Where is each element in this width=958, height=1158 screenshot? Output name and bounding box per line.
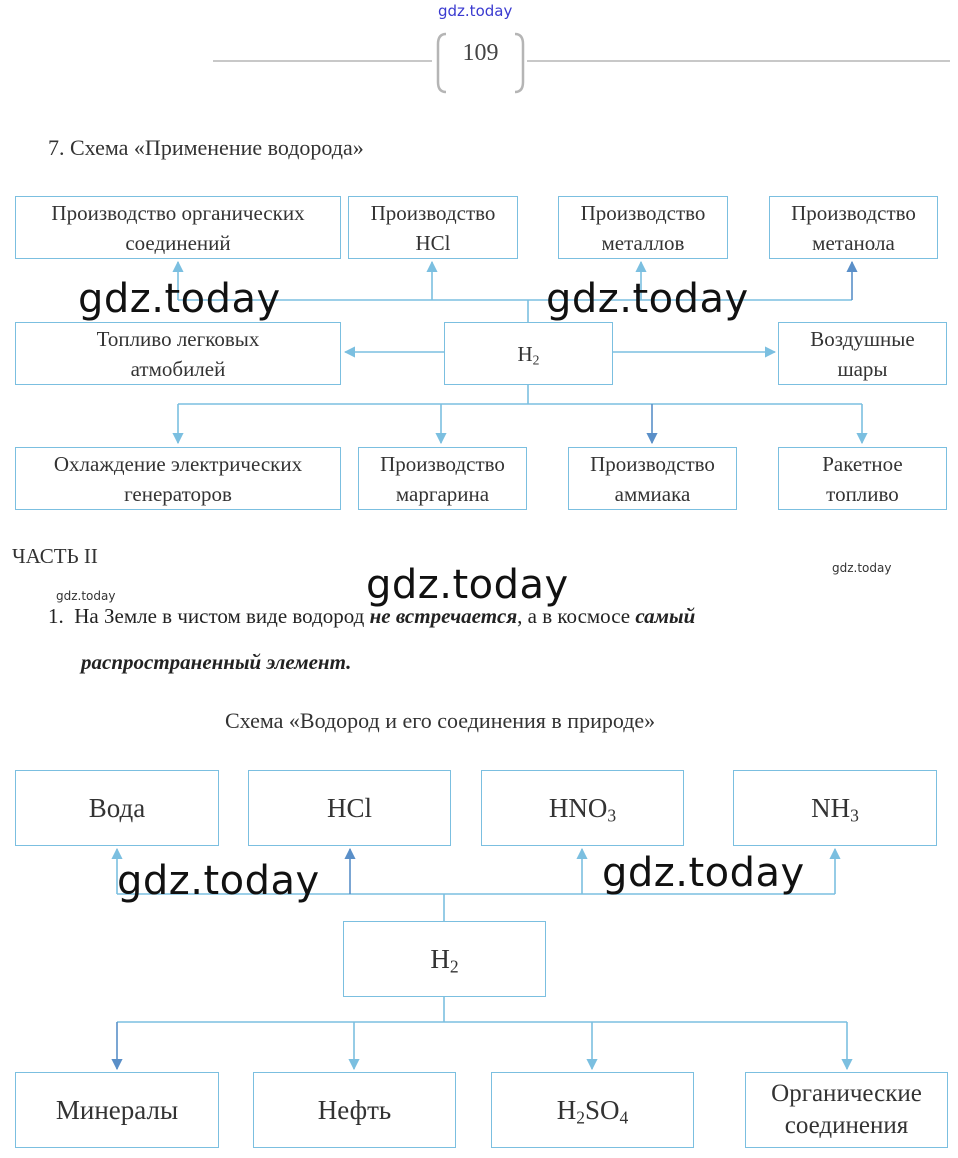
box-line: металлов	[601, 230, 685, 255]
watermark-top: gdz.today	[438, 2, 513, 20]
watermark: gdz.today	[602, 850, 805, 896]
formula-sub: 2	[449, 956, 459, 977]
box-line: генераторов	[124, 481, 232, 506]
box-car-fuel	[15, 322, 341, 385]
box-line: атмобилей	[130, 356, 226, 381]
box-line: Производство	[580, 200, 706, 225]
box-metals-production	[558, 196, 728, 259]
scheme2-title: Схема «Водород и его соединения в природе»	[225, 708, 656, 733]
formula-main: H	[430, 944, 450, 974]
box-line: Органические	[771, 1080, 922, 1107]
box-rocket-fuel	[778, 447, 947, 510]
box-organic-compounds	[745, 1072, 948, 1148]
formula-main: Вода	[88, 793, 146, 823]
box-water	[15, 770, 219, 846]
box-hcl-production	[348, 196, 518, 259]
box-line: топливо	[826, 481, 899, 506]
answer-text: самый	[635, 604, 696, 628]
question-text: На Земле в чистом виде водород	[74, 604, 370, 628]
box-line: HCl	[415, 230, 451, 255]
box-line: Производство	[590, 451, 715, 476]
formula-sub: 4	[619, 1107, 629, 1128]
part-heading: ЧАСТЬ II	[12, 544, 98, 568]
answer-text: не встречается	[369, 604, 518, 628]
box-line: Производство	[380, 451, 505, 476]
box-hcl	[248, 770, 451, 846]
scheme1-title: 7. Схема «Применение водорода»	[48, 135, 364, 160]
formula-sub: 2	[532, 351, 540, 367]
watermark-small: gdz.today	[832, 561, 892, 575]
box-line: Производство	[791, 200, 916, 225]
box-line: шары	[837, 356, 888, 381]
watermark-small: gdz.today	[56, 589, 116, 603]
formula-main: NH	[811, 793, 851, 823]
formula-sub: 3	[607, 805, 617, 826]
box-line: соединений	[125, 230, 231, 255]
box-line: соединения	[784, 1112, 909, 1139]
box-line: Воздушные	[810, 326, 915, 351]
box-line: Производство	[370, 200, 496, 225]
box-margarine-production	[358, 447, 527, 510]
box-balloons	[778, 322, 947, 385]
box-line: Охлаждение электрических	[53, 451, 303, 476]
box-oil	[253, 1072, 456, 1148]
box-methanol-production	[769, 196, 938, 259]
box-hno3	[481, 770, 684, 846]
box-h2-center	[444, 322, 613, 385]
box-line: аммиака	[614, 481, 691, 506]
formula-tail: SO	[584, 1095, 620, 1125]
box-line: Топливо легковых	[96, 326, 260, 351]
formula-main: Нефть	[317, 1095, 392, 1125]
box-organic-production	[15, 196, 341, 259]
question-1-line-2: распространенный элемент.	[81, 650, 352, 674]
watermark: gdz.today	[546, 276, 749, 322]
page-number: 109	[462, 40, 499, 66]
formula-main: H	[556, 1095, 577, 1125]
watermark: gdz.today	[117, 858, 320, 904]
box-line: Ракетное	[822, 451, 903, 476]
box-h2-center-2	[343, 921, 546, 997]
formula-sub: 3	[850, 805, 859, 826]
question-text: , а в космосе	[517, 604, 636, 628]
watermark: gdz.today	[78, 276, 281, 322]
box-line: Производство органических	[51, 200, 305, 225]
question-number: 1.	[48, 604, 64, 628]
box-ammonia-production	[568, 447, 737, 510]
box-h2so4	[491, 1072, 694, 1148]
box-line: метанола	[812, 230, 895, 255]
formula-main: H	[517, 341, 533, 366]
formula-main: Минералы	[55, 1095, 179, 1125]
box-generator-cooling	[15, 447, 341, 510]
box-nh3	[733, 770, 937, 846]
formula-main: HCl	[326, 793, 372, 823]
box-line: маргарина	[395, 481, 490, 506]
watermark: gdz.today	[366, 562, 569, 608]
box-minerals	[15, 1072, 219, 1148]
formula-main: HNO	[548, 793, 608, 823]
formula-sub: 2	[576, 1107, 585, 1128]
